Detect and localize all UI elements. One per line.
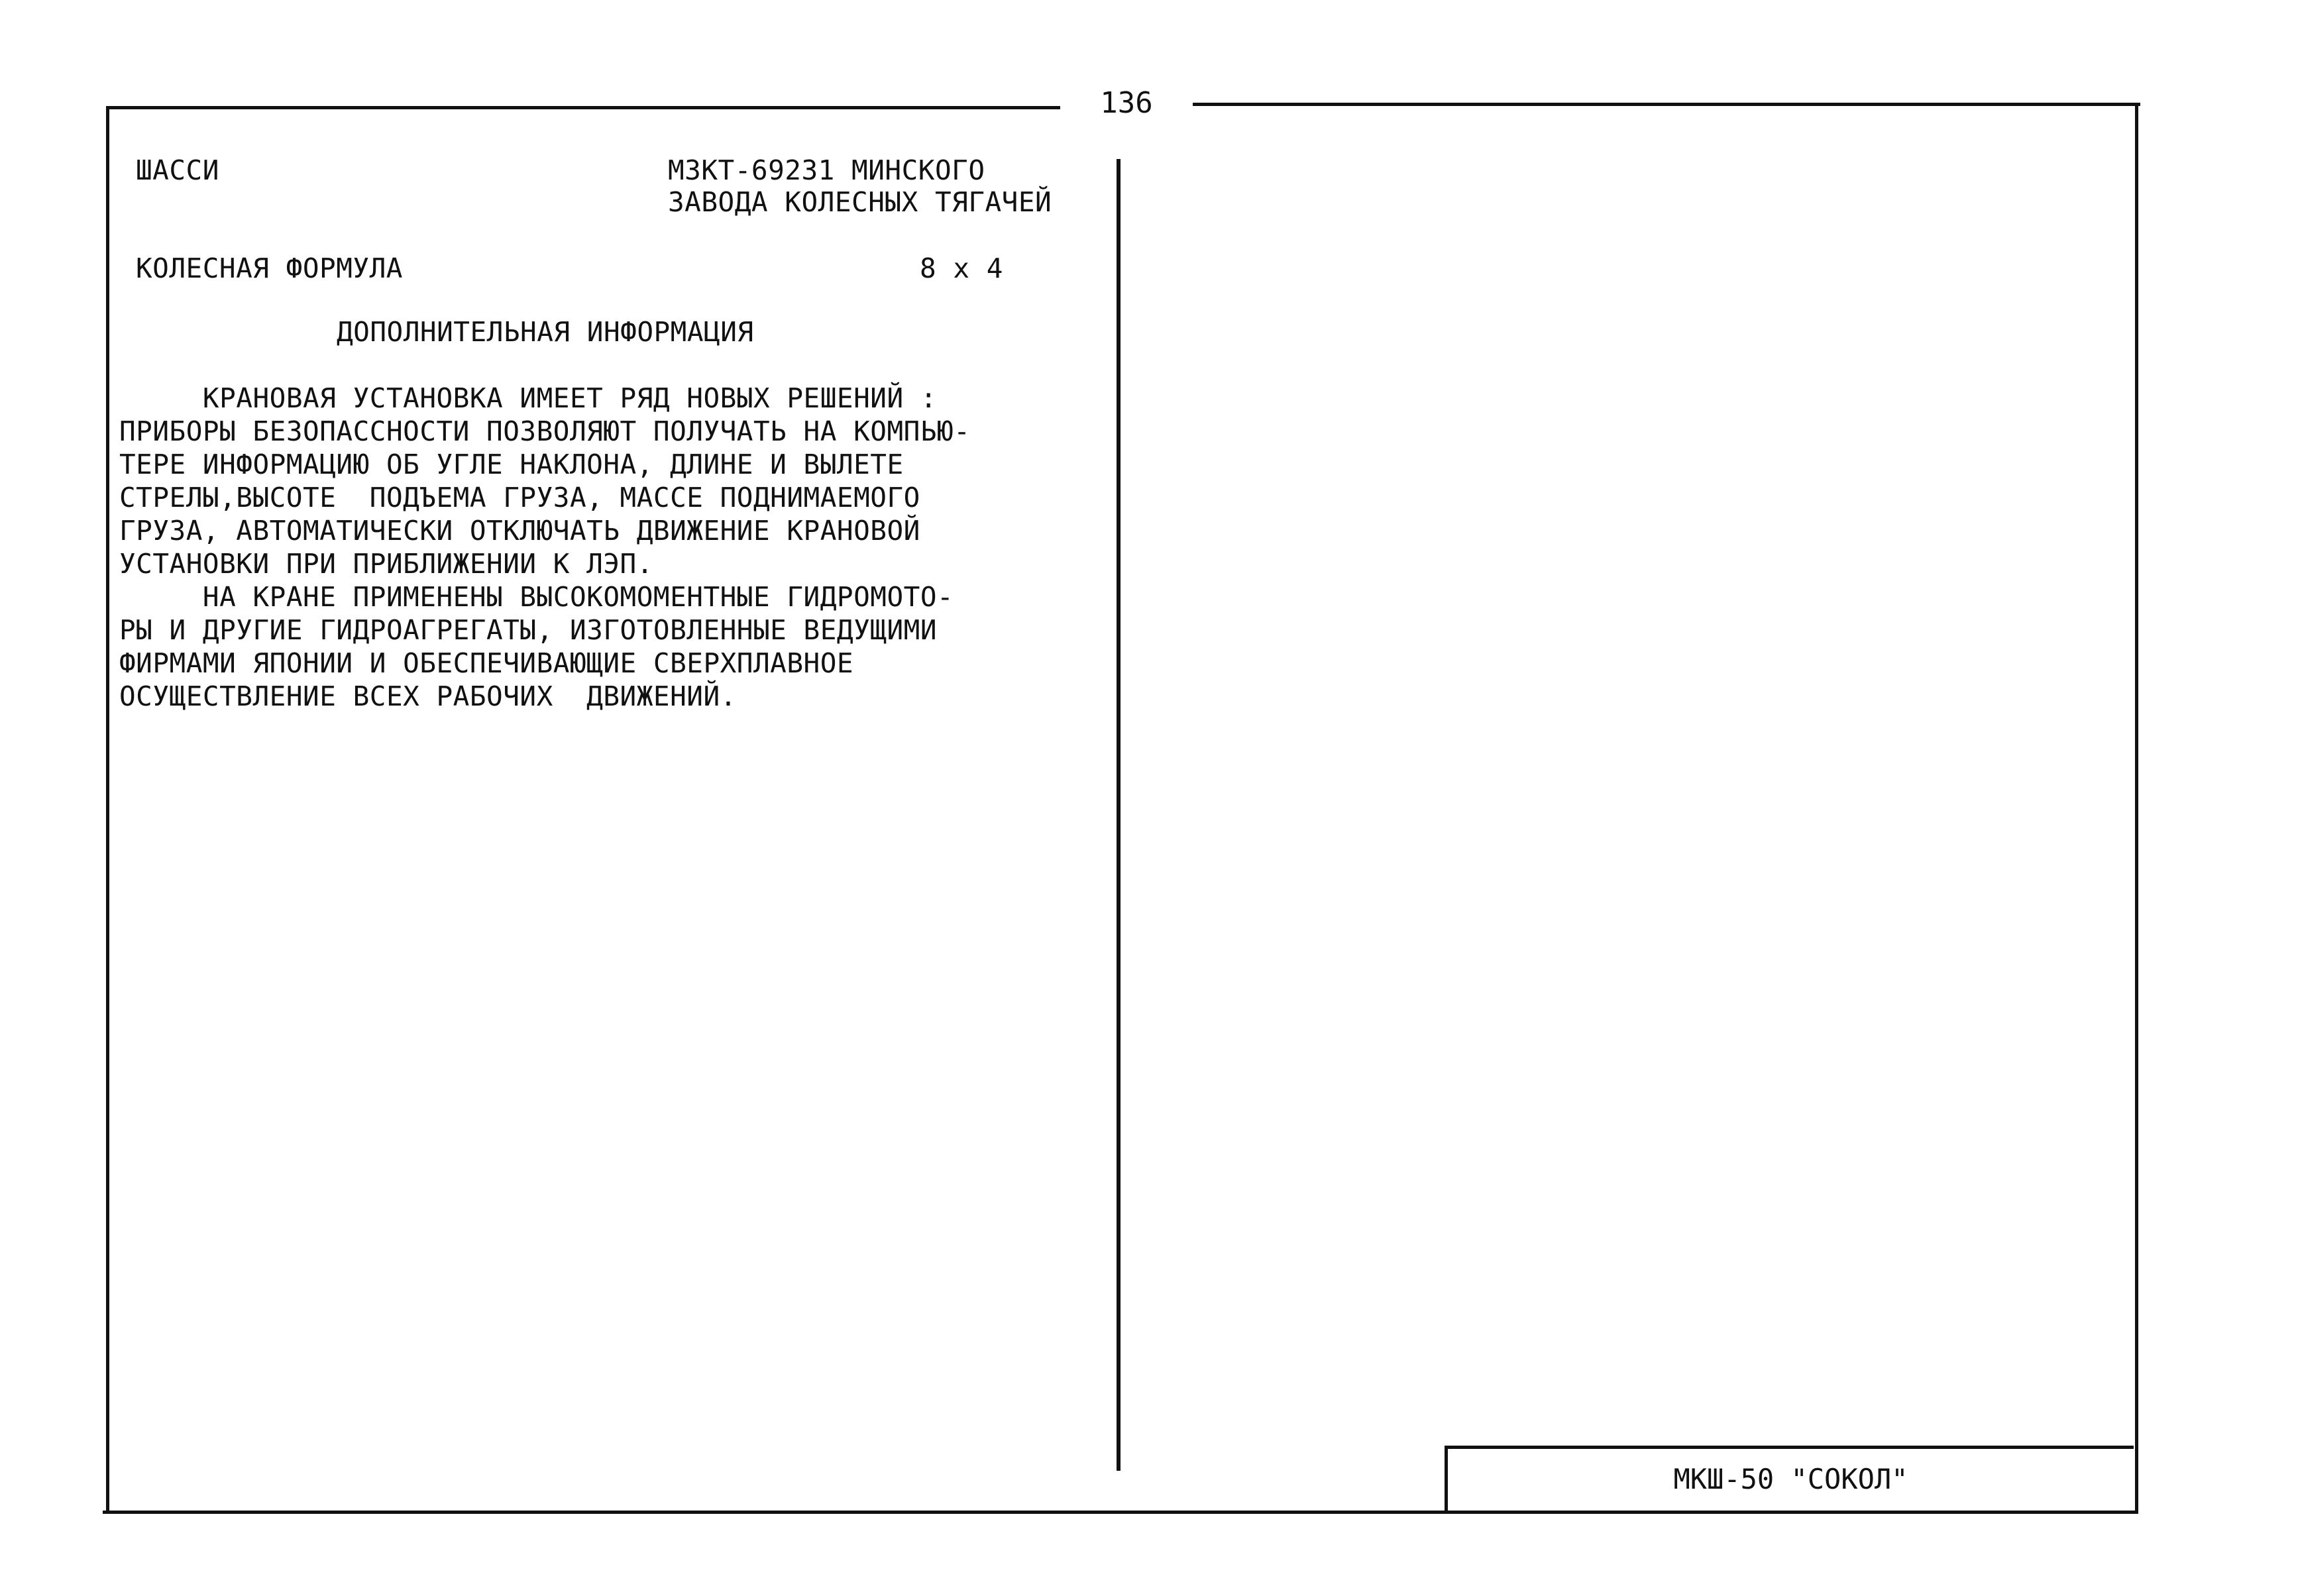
frame-top-border-right	[1193, 103, 2140, 106]
body-line: НА КРАНЕ ПРИМЕНЕНЫ ВЫСОКОМОМЕНТНЫЕ ГИДРОМОТО-	[119, 581, 954, 613]
wheel-formula-label: КОЛЕСНАЯ ФОРМУЛА	[136, 252, 403, 284]
chassis-label: ШАССИ	[136, 154, 219, 186]
body-line: ФИРМАМИ ЯПОНИИ И ОБЕСПЕЧИВАЮЩИЕ СВЕРХПЛАВНОЕ	[119, 647, 854, 679]
wheel-formula-value: 8 х 4	[920, 252, 1003, 284]
frame-top-border-left	[106, 106, 1060, 109]
body-line: ГРУЗА, АВТОМАТИЧЕСКИ ОТКЛЮЧАТЬ ДВИЖЕНИЕ КРАНОВОЙ	[119, 515, 920, 547]
body-line: ОСУЩЕСТВЛЕНИЕ ВСЕХ РАБОЧИХ ДВИЖЕНИЙ.	[119, 680, 737, 712]
frame-bottom-border	[103, 1511, 2138, 1514]
body-line: РЫ И ДРУГИЕ ГИДРОАГРЕГАТЫ, ИЗГОТОВЛЕННЫЕ ВЕДУЩИМИ	[119, 614, 938, 646]
body-line: ТЕРЕ ИНФОРМАЦИЮ ОБ УГЛЕ НАКЛОНА, ДЛИНЕ И ВЫЛЕТЕ	[119, 449, 904, 480]
chassis-value-line2: ЗАВОДА КОЛЕСНЫХ ТЯГАЧЕЙ	[668, 186, 1052, 218]
chassis-value-line1: МЗКТ-69231 МИНСКОГО	[668, 154, 985, 186]
page-number: 136	[1100, 86, 1153, 120]
additional-info-heading: ДОПОЛНИТЕЛЬНАЯ ИНФОРМАЦИЯ	[337, 316, 754, 348]
title-block-label: МКШ-50 "СОКОЛ"	[1673, 1463, 1908, 1495]
body-line: КРАНОВАЯ УСТАНОВКА ИМЕЕТ РЯД НОВЫХ РЕШЕНИЙ :	[119, 382, 938, 414]
frame-right-border	[2135, 103, 2138, 1514]
column-divider	[1117, 159, 1121, 1471]
frame-left-border	[106, 106, 109, 1511]
body-line: СТРЕЛЫ,ВЫСОТЕ ПОДЪЕМА ГРУЗА, МАССЕ ПОДНИМАЕМОГО	[119, 482, 920, 513]
title-block	[1445, 1446, 2134, 1511]
body-line: УСТАНОВКИ ПРИ ПРИБЛИЖЕНИИ К ЛЭП.	[119, 548, 653, 580]
body-line: ПРИБОРЫ БЕЗОПАССНОСТИ ПОЗВОЛЯЮТ ПОЛУЧАТЬ НА КОМПЬЮ-	[119, 415, 971, 447]
